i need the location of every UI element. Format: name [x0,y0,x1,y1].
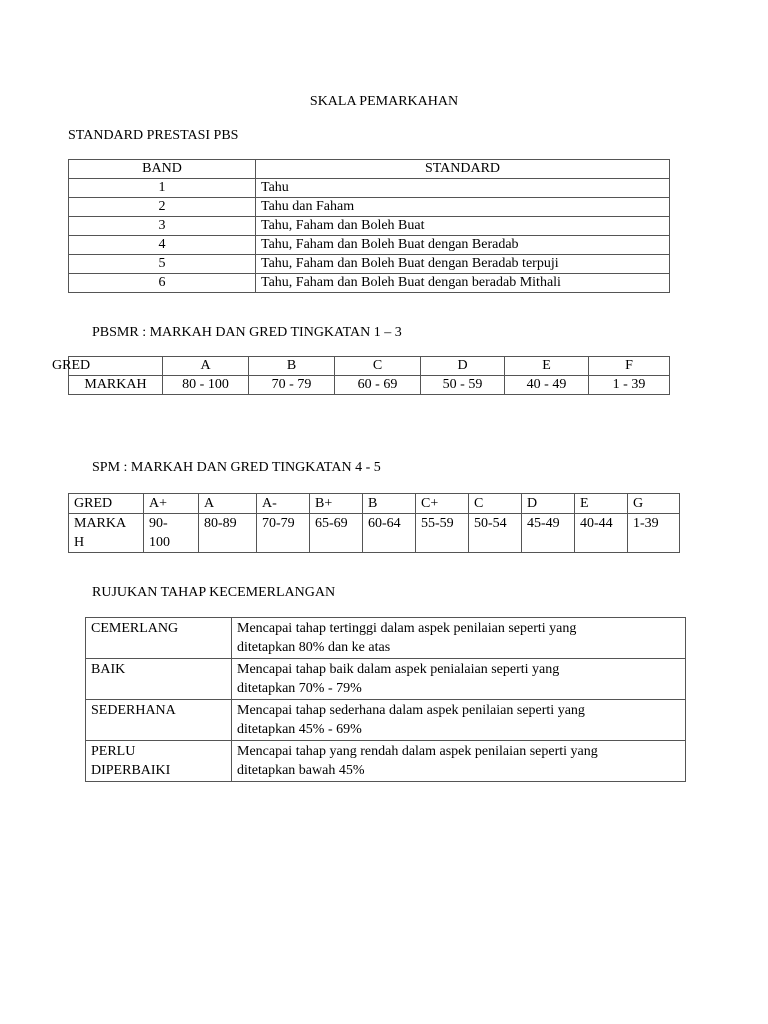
mark-cell: 80-89 [199,514,257,553]
gred-label: GRED [52,358,91,373]
marks-row [69,514,680,553]
band-cell: 1 [69,179,256,198]
band-cell: 2 [69,198,256,217]
band-cell: 4 [69,236,256,255]
mark-cell: 50-54 [469,514,522,553]
grade-cell: F [589,357,670,376]
level-description [232,659,686,700]
pbsmr-grade-table [68,356,670,395]
grade-cell: E [575,494,628,514]
table-row [69,179,670,198]
mark-cell: 80 - 100 [163,376,249,395]
level-description [232,741,686,782]
band-cell: 6 [69,274,256,293]
mark-cell: 45-49 [522,514,575,553]
level-label: SEDERHANA [86,700,232,741]
mark-cell: 40 - 49 [505,376,589,395]
grade-cell: E [505,357,589,376]
markah-label: MARKAH [69,376,163,395]
mark-cell: 60 - 69 [335,376,421,395]
markah-label-line: MARKA [74,516,127,531]
marks-row [69,376,670,395]
grade-cell: D [421,357,505,376]
grade-cell: D [522,494,575,514]
pbs-band-table [68,159,670,293]
table-header-row [69,160,670,179]
table-row [69,255,670,274]
level-description [232,700,686,741]
standard-cell: Tahu [256,179,670,198]
level-label: BAIK [86,659,232,700]
grade-cell: C [335,357,421,376]
mark-cell [144,514,199,553]
table-row [86,741,686,782]
section-heading-spm: SPM : MARKAH DAN GRED TINGKATAN 4 - 5 [92,460,381,475]
standard-cell: Tahu, Faham dan Boleh Buat dengan Beradab [256,236,670,255]
mark-cell: 40-44 [575,514,628,553]
description-line: ditetapkan 45% - 69% [237,722,362,737]
table-row [69,236,670,255]
table-row [69,217,670,236]
level-label-line: DIPERBAIKI [91,763,171,778]
band-cell: 3 [69,217,256,236]
grade-cell: A+ [144,494,199,514]
mark-cell: 60-64 [363,514,416,553]
gred-label: GRED [69,494,144,514]
section-heading-pbs: STANDARD PRESTASI PBS [68,128,239,143]
table-row [69,274,670,293]
spm-grade-table [68,493,680,553]
grade-row [69,494,680,514]
standard-cell: Tahu, Faham dan Boleh Buat dengan Beradab terpuji [256,255,670,274]
table-row [86,659,686,700]
description-line: Mencapai tahap tertinggi dalam aspek penilaian seperti yang [237,621,577,636]
grade-cell: G [628,494,680,514]
mark-cell: 1-39 [628,514,680,553]
grade-cell: B+ [310,494,363,514]
band-cell: 5 [69,255,256,274]
markah-label-line: H [74,535,85,550]
mark-cell-line: 100 [149,535,170,550]
table-row [69,198,670,217]
mark-cell: 1 - 39 [589,376,670,395]
level-label [86,741,232,782]
grade-cell: A- [257,494,310,514]
grade-cell: A [199,494,257,514]
grade-row [69,357,670,376]
description-line: Mencapai tahap yang rendah dalam aspek penilaian seperti yang [237,744,598,759]
markah-label [69,514,144,553]
description-line: ditetapkan 80% dan ke atas [237,640,391,655]
description-line: Mencapai tahap baik dalam aspek penialaian seperti yang [237,662,560,677]
grade-cell: C [469,494,522,514]
standard-cell: Tahu, Faham dan Boleh Buat dengan beradab Mithali [256,274,670,293]
description-line: Mencapai tahap sederhana dalam aspek penilaian seperti yang [237,703,585,718]
excellence-level-table [85,617,686,782]
mark-cell: 70 - 79 [249,376,335,395]
mark-cell: 55-59 [416,514,469,553]
table-row [86,618,686,659]
header-band: BAND [69,160,256,179]
grade-cell: C+ [416,494,469,514]
table-row [86,700,686,741]
header-standard: STANDARD [256,160,670,179]
grade-cell: B [363,494,416,514]
standard-cell: Tahu dan Faham [256,198,670,217]
level-label: CEMERLANG [86,618,232,659]
grade-cell: B [249,357,335,376]
page-title: SKALA PEMARKAHAN [309,94,459,109]
mark-cell: 70-79 [257,514,310,553]
level-description [232,618,686,659]
mark-cell-line: 90- [149,516,168,531]
mark-cell: 50 - 59 [421,376,505,395]
description-line: ditetapkan bawah 45% [237,763,365,778]
grade-cell: A [163,357,249,376]
description-line: ditetapkan 70% - 79% [237,681,362,696]
section-heading-rujukan: RUJUKAN TAHAP KECEMERLANGAN [92,585,336,600]
mark-cell: 65-69 [310,514,363,553]
section-heading-pbsmr: PBSMR : MARKAH DAN GRED TINGKATAN 1 – 3 [92,325,402,340]
standard-cell: Tahu, Faham dan Boleh Buat [256,217,670,236]
level-label-line: PERLU [91,744,136,759]
